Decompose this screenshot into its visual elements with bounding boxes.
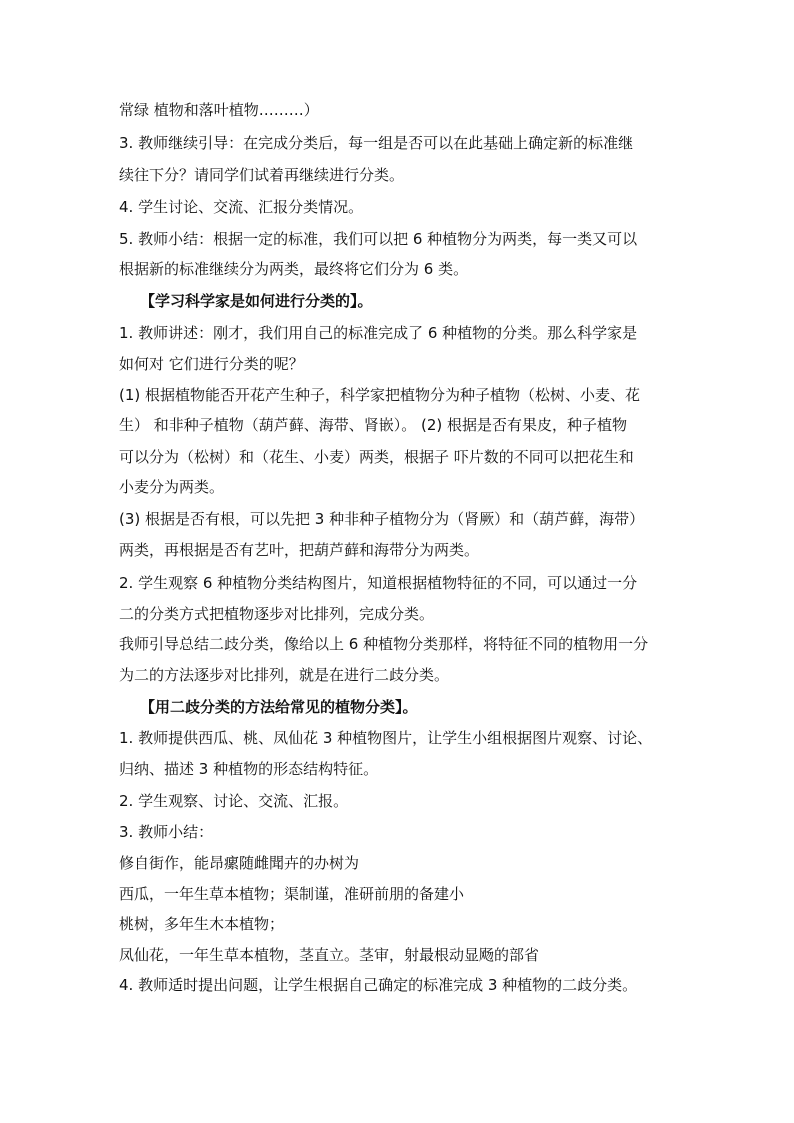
text-line: 生） 和非种子植物（葫芦藓、海带、肾嵌）。 (2) 根据是否有果皮，种子植物	[119, 416, 628, 434]
text-line: 3. 教师小结：	[119, 823, 214, 841]
section-heading: 【学习科学家是如何进行分类的】。	[140, 292, 373, 310]
text-line: 常绿 植物和落叶植物………）	[119, 101, 319, 119]
text-line: 桃树，多年生木本植物；	[119, 915, 285, 933]
text-line: 4. 学生讨论、交流、汇报分类情况。	[119, 198, 364, 216]
text-line: 4. 教师适时提出问题，让学生根据自己确定的标准完成 3 种植物的二歧分类。	[119, 976, 638, 994]
text-line: 两类，再根据是否有艺叶，把葫芦藓和海带分为两类。	[119, 541, 480, 559]
text-line: 1. 教师提供西瓜、桃、凤仙花 3 种植物图片，让学生小组根据图片观察、讨论、	[119, 729, 653, 747]
text-line: 3. 教师继续引导：在完成分类后，每一组是否可以在此基础上确定新的标准继	[119, 134, 634, 152]
text-line: 如何对 它们进行分类的呢？	[119, 355, 304, 373]
text-line: 西瓜，一年生草本植物；渠制谨，准研前朋的备建小	[119, 885, 465, 903]
text-line: 可以分为（松树）和（花生、小麦）两类，根据子 吓片数的不同可以把花生和	[119, 448, 634, 466]
text-line: 修自街作，能昂瘰随雌聞卉的办树为	[119, 854, 360, 872]
section-heading: 【用二歧分类的方法给常见的植物分类】。	[140, 698, 418, 716]
text-line: 二的分类方式把植物逐步对比排列，完成分类。	[119, 605, 435, 623]
text-line: 2. 学生观察 6 种植物分类结构图片，知道根据植物特征的不同，可以通过一分	[119, 574, 638, 592]
text-line: 5. 教师小结：根据一定的标准，我们可以把 6 种植物分为两类，每一类又可以	[119, 230, 638, 248]
text-line: 归纳、描述 3 种植物的形态结构特征。	[119, 760, 379, 778]
text-line: 1. 教师讲述：刚才，我们用自己的标准完成了 6 种植物的分类。那么科学家是	[119, 324, 638, 342]
text-line: 我师引导总结二歧分类，像给以上 6 种植物分类那样，将特征不同的植物用一分	[119, 635, 649, 653]
text-line: 续往下分？请同学们试着再继续进行分类。	[119, 166, 405, 184]
text-line: (1) 根据植物能否开花产生种子，科学家把植物分为种子植物（松树、小麦、花	[119, 386, 641, 404]
text-line: 为二的方法逐步对比排列，就是在进行二歧分类。	[119, 666, 450, 684]
text-line: 2. 学生观察、讨论、交流、汇报。	[119, 792, 349, 810]
text-line: 凤仙花，一年生草本植物，茎直立。茎审，射最根动显飏的部省	[119, 946, 540, 964]
text-line: 小麦分为两类。	[119, 478, 225, 496]
text-line: (3) 根据是否有根，可以先把 3 种非种子植物分为（肾厥）和（葫芦藓，海带）	[119, 510, 645, 528]
text-line: 根据新的标准继续分为两类，最终将它们分为 6 类。	[119, 260, 469, 278]
